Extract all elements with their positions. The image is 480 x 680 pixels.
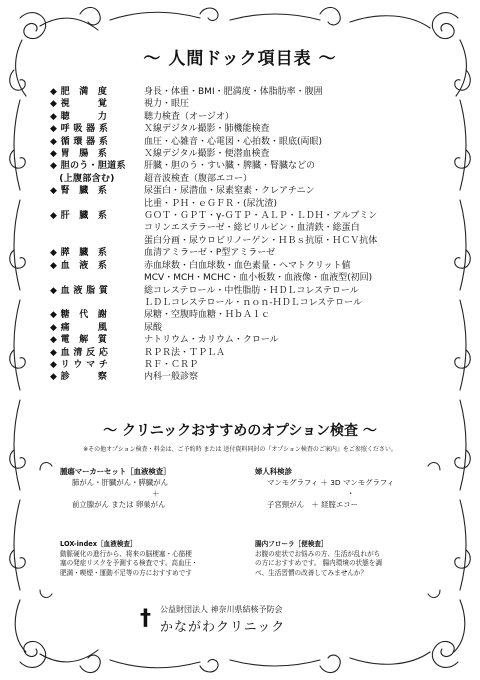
exam-item-label: ◆ 膵 臓 系 bbox=[50, 248, 108, 259]
option-line: の方におすすめです。 腸内環境の状態を調 bbox=[255, 559, 382, 568]
exam-item-row bbox=[50, 359, 450, 371]
exam-item-label: ◆ 循 環 器 系 bbox=[50, 136, 109, 147]
exam-item-row bbox=[50, 86, 450, 98]
exam-item-row bbox=[50, 297, 450, 309]
exam-item-label: ◆ 呼 吸 器 系 bbox=[50, 124, 109, 135]
option-line: 子宮頸がん ＋ 経腟エコー bbox=[267, 500, 359, 509]
exam-item-value: 蛋白分画・尿ウロビリノーゲン・ＨＢｓ抗原・ＨＣＶ抗体 bbox=[144, 235, 378, 246]
exam-item-row bbox=[50, 272, 450, 284]
option-lox-index bbox=[60, 540, 198, 578]
exam-item-label bbox=[50, 272, 144, 284]
exam-item-label bbox=[50, 222, 144, 234]
exam-item-value: コリンエステラーゼ・総ビリルビン・血清鉄・総蛋白 bbox=[144, 223, 360, 234]
page-title: ～ 人間ドック項目表 ～ bbox=[143, 49, 337, 69]
exam-item-row bbox=[50, 347, 450, 359]
exam-item-value: 尿糖・空腹時血糖・ＨｂＡ１ｃ bbox=[144, 310, 271, 321]
exam-item-label: ◆ 肝 臓 系 bbox=[50, 211, 108, 222]
exam-item-value: 総コレステロール・中性脂肪・ＨＤＬコレステロール bbox=[144, 285, 359, 296]
exam-item-value: 血清アミラーゼ・P型アミラーゼ bbox=[144, 248, 276, 259]
exam-item-label bbox=[50, 297, 144, 309]
exam-item-value: 血圧・心雑音・心電図・心拍数・眼底(両眼) bbox=[144, 136, 323, 147]
exam-item-value: 聴力検査（オージオ） bbox=[144, 111, 234, 122]
exam-item-label: ◆ 胃 腸 系 bbox=[50, 149, 108, 160]
option-note: ※その他オプション検査・料金は、ご予約時 または 送付資料同封の『オプション検査のご案内』をご参照ください。 bbox=[83, 446, 397, 453]
exam-item-value: ナトリウム・カリウム・クロール bbox=[144, 335, 279, 346]
exam-item-row bbox=[50, 98, 450, 110]
option-line: マンモグラフィ ＋ 3D マンモグラフィ bbox=[267, 478, 395, 487]
exam-item-value: MCV・MCH・MCHC・血小板数・血液像・血液型(初回) bbox=[144, 273, 373, 284]
option-tumor-marker bbox=[60, 466, 171, 510]
exam-item-list bbox=[50, 86, 450, 384]
exam-item-value: ＬＤＬコレステロール・ｎｏｎ-ＨＤＬコレステロール bbox=[144, 297, 362, 308]
exam-item-row bbox=[50, 210, 450, 222]
exam-item-value: Ｘ線デジタル撮影・便潜血検査 bbox=[144, 149, 270, 160]
exam-item-row bbox=[50, 123, 450, 135]
option-section-title: ～ クリニックおすすめのオプション検査 ～ bbox=[103, 423, 377, 439]
exam-item-label: ◆ 聴 力 bbox=[50, 111, 108, 122]
option-gynecology bbox=[255, 466, 394, 510]
cross-logo-icon: † bbox=[140, 606, 151, 631]
organization-name: 公益財団法人 神奈川県結核予防会 bbox=[160, 605, 283, 614]
exam-item-label bbox=[50, 198, 144, 210]
exam-item-label: ◆ 腎 臓 系 bbox=[50, 186, 108, 197]
exam-item-value: ＧＯＴ・ＧＰＴ・γ-ＧＴＰ・ＡＬＰ・ＬＤＨ・アルブミン bbox=[144, 211, 378, 222]
exam-item-row bbox=[50, 222, 450, 234]
option-line: 肥満・喫煙・運動不足等の方におすすめです bbox=[60, 568, 192, 577]
exam-item-row bbox=[50, 148, 450, 160]
option-line: 動脈硬化の進行から、将来の脳梗塞・心筋梗 bbox=[60, 549, 192, 558]
exam-item-row bbox=[50, 309, 450, 321]
exam-item-label bbox=[50, 235, 144, 247]
exam-item-label: ◆ 血 清 反 応 bbox=[50, 347, 109, 358]
exam-item-label: ◆ 診 察 bbox=[50, 372, 108, 383]
clinic-name: かながわクリニック bbox=[160, 620, 286, 635]
exam-item-value: 赤血球数・白血球数・血色素量・ヘマトクリット値 bbox=[144, 260, 351, 271]
exam-item-value: 肝臓・胆のう・すい臓・脾臓・腎臓などの bbox=[144, 161, 316, 172]
plus-sign: ＋ bbox=[152, 489, 160, 498]
exam-item-value: 超音波検査（腹部エコー） bbox=[144, 173, 253, 184]
exam-item-row bbox=[50, 322, 450, 334]
exam-item-row bbox=[50, 260, 450, 272]
exam-item-value: 比重・ＰＨ・ｅＧＦＲ・(尿沈渣) bbox=[144, 198, 278, 209]
exam-item-label: ◆ 血 液 系 bbox=[50, 260, 108, 271]
option-line: べ、生活習慣の改善してみませんか？ bbox=[255, 568, 368, 577]
exam-item-value: 視力・眼圧 bbox=[144, 99, 190, 110]
exam-item-value: 身長・体重・BMI・肥満度・体脂肪率・腹囲 bbox=[144, 87, 323, 97]
exam-item-row bbox=[50, 235, 450, 247]
exam-item-value: ＲＰＲ法・ＴＰＬＡ bbox=[144, 347, 226, 358]
option-heading: 腫瘍マーカーセット［血液検査］ bbox=[60, 467, 171, 476]
option-line: 前立腺がん または 卵巣がん bbox=[72, 500, 166, 509]
exam-item-row bbox=[50, 136, 450, 148]
option-line: 塞の発症リスクを予測する検査です。高血圧・ bbox=[60, 559, 198, 568]
exam-item-label: ◆ 電 解 質 bbox=[50, 335, 108, 346]
exam-item-label: ◆ 血 液 脂 質 bbox=[50, 285, 109, 296]
exam-item-row bbox=[50, 285, 450, 297]
exam-item-label: ◆ 糖 代 謝 bbox=[50, 310, 108, 321]
exam-item-value: 尿蛋白・尿潜血・尿素窒素・クレアチニン bbox=[144, 186, 315, 197]
exam-item-label: ◆ 肥 満 度 bbox=[50, 87, 108, 97]
option-gut-flora bbox=[255, 540, 382, 578]
exam-item-row bbox=[50, 185, 450, 197]
exam-item-value: Ｘ線デジタル撮影・肺機能検査 bbox=[144, 124, 270, 135]
exam-item-value: ＲＦ・ＣＲＰ bbox=[144, 359, 199, 370]
option-line: お腹の症状でお悩みの方、生活が乱れがち bbox=[255, 549, 381, 558]
exam-item-row bbox=[50, 198, 450, 210]
option-heading: 婦人科検診 bbox=[255, 467, 292, 476]
exam-item-row bbox=[50, 334, 450, 346]
exam-item-label: ◆ 胆のう・胆道系 bbox=[50, 161, 126, 172]
exam-item-value: 尿酸 bbox=[144, 322, 163, 333]
option-line: 肺がん・肝臓がん・膵臓がん bbox=[72, 478, 169, 487]
exam-item-label: ◆ 視 覚 bbox=[50, 99, 108, 110]
exam-item-row bbox=[50, 247, 450, 259]
separator-dot: ・ bbox=[347, 489, 355, 498]
exam-item-label: ◆ リ ウ マ チ bbox=[50, 359, 109, 370]
exam-item-value: 内科一般診察 bbox=[144, 372, 199, 383]
option-heading: 腸内フローラ［便検査］ bbox=[255, 540, 328, 548]
exam-item-row bbox=[50, 371, 450, 383]
exam-item-row bbox=[50, 111, 450, 123]
exam-item-label: ◆ 痛 風 bbox=[50, 322, 108, 333]
exam-item-row bbox=[50, 173, 450, 185]
option-heading: LOX-index［血液検査］ bbox=[60, 540, 137, 548]
exam-item-label: (上腹部含む) bbox=[50, 173, 115, 184]
exam-item-row bbox=[50, 160, 450, 172]
